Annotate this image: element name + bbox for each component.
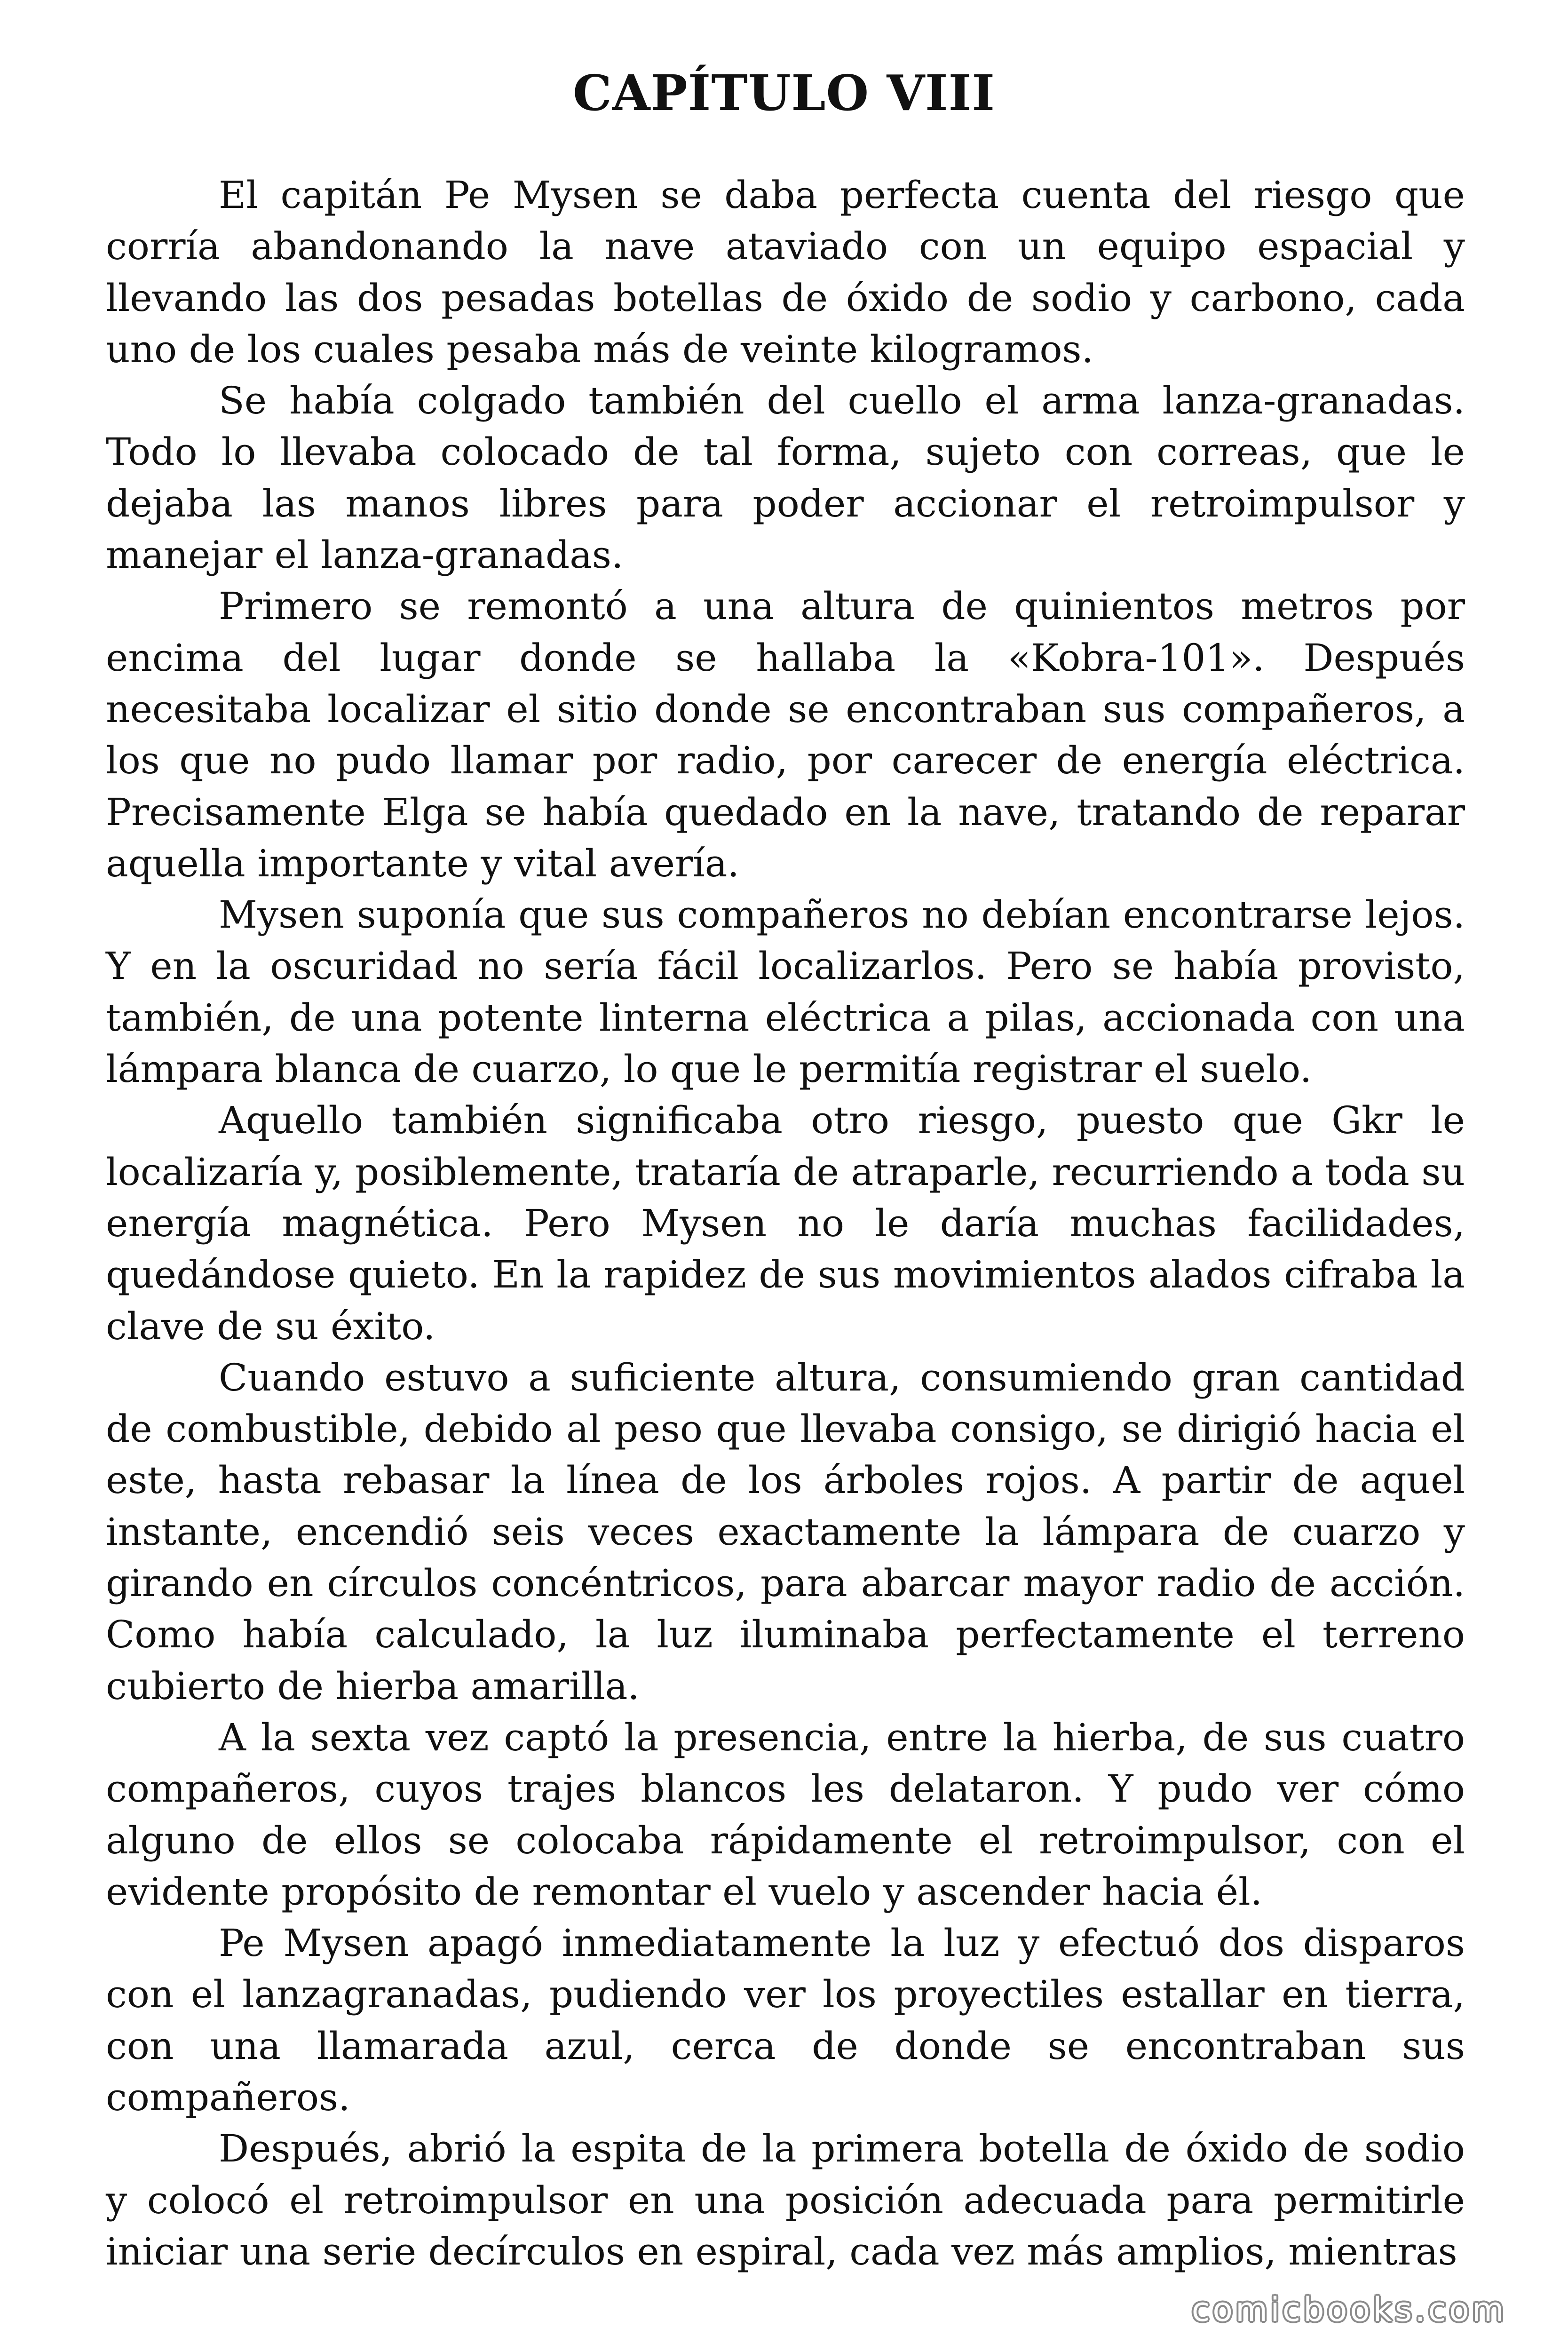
paragraph: Mysen suponía que sus compañeros no debían encontrarse lejos. Y en la oscuridad no sería fácil localizarlos. Pero se había provisto, también, de una potente linterna eléctrica a pilas, accionada con una lámpara blanca de cuarzo, lo que le permitía registrar el suelo. bbox=[106, 893, 1465, 1091]
chapter-title: CAPÍTULO VIII bbox=[573, 64, 995, 122]
paragraph: Se había colgado también del cuello el arma lanza-granadas. Todo lo llevaba colocado de tal forma, sujeto con correas, que le dejaba las manos libres para poder accionar el retroimpulsor y manejar el lanza-granadas. bbox=[106, 379, 1465, 577]
paragraph: El capitán Pe Mysen se daba perfecta cuenta del riesgo que corría abandonando la nave ataviado con un equipo espacial y llevando las dos pesadas botellas de óxido de sodio y carbono, cada uno de los cuales pesaba más de veinte kilogramos. bbox=[106, 173, 1465, 371]
paragraph: Pe Mysen apagó inmediatamente la luz y efectuó dos disparos con el lanzagranadas, pudiendo ver los proyectiles estallar en tierra, con una llamarada azul, cerca de donde se encontraban sus compañeros. bbox=[106, 1921, 1465, 2119]
paragraph: Cuando estuvo a suficiente altura, consumiendo gran cantidad de combustible, debido al peso que llevaba consigo, se dirigió hacia el este, hasta rebasar la línea de los árboles rojos. A partir de aquel instante, encendió seis veces exactamente la lámpara de cuarzo y girando en círculos concéntricos, para abarcar mayor radio de acción. Como había calculado, la luz iluminaba perfectamente el terreno cubierto de hierba amarilla. bbox=[106, 1355, 1465, 1708]
chapter-body bbox=[106, 169, 1465, 2277]
paragraph: Aquello también significaba otro riesgo, puesto que Gkr le localizaría y, posiblemente, trataría de atraparle, recurriendo a toda su energía magnética. Pero Mysen no le daría muchas facilidades, quedándose quieto. En la rapidez de sus movimientos alados cifraba la clave de su éxito. bbox=[106, 1098, 1465, 1348]
paragraph: Primero se remontó a una altura de quinientos metros por encima del lugar donde se hallaba la «Kobra-101». Después necesitaba localizar el sitio donde se encontraban sus compañeros, a los que no pudo llamar por radio, por carecer de energía eléctrica. Precisamente Elga se había quedado en la nave, tratando de reparar aquella importante y vital avería. bbox=[106, 584, 1465, 885]
watermark: comicbooks.com bbox=[1191, 2290, 1507, 2329]
paragraph-last-partial: Después, abrió la espita de la primera botella de óxido de sodio y colocó el retroimpulsor en una posición adecuada para permitirle iniciar una serie decírculos en espiral, cada vez más amplios, mientras bbox=[106, 2127, 1465, 2273]
paragraph: A la sexta vez captó la presencia, entre la hierba, de sus cuatro compañeros, cuyos trajes blancos les delataron. Y pudo ver cómo alguno de ellos se colocaba rápidamente el retroimpulsor, con el evidente propósito de remontar el vuelo y ascender hacia él. bbox=[106, 1715, 1465, 1914]
